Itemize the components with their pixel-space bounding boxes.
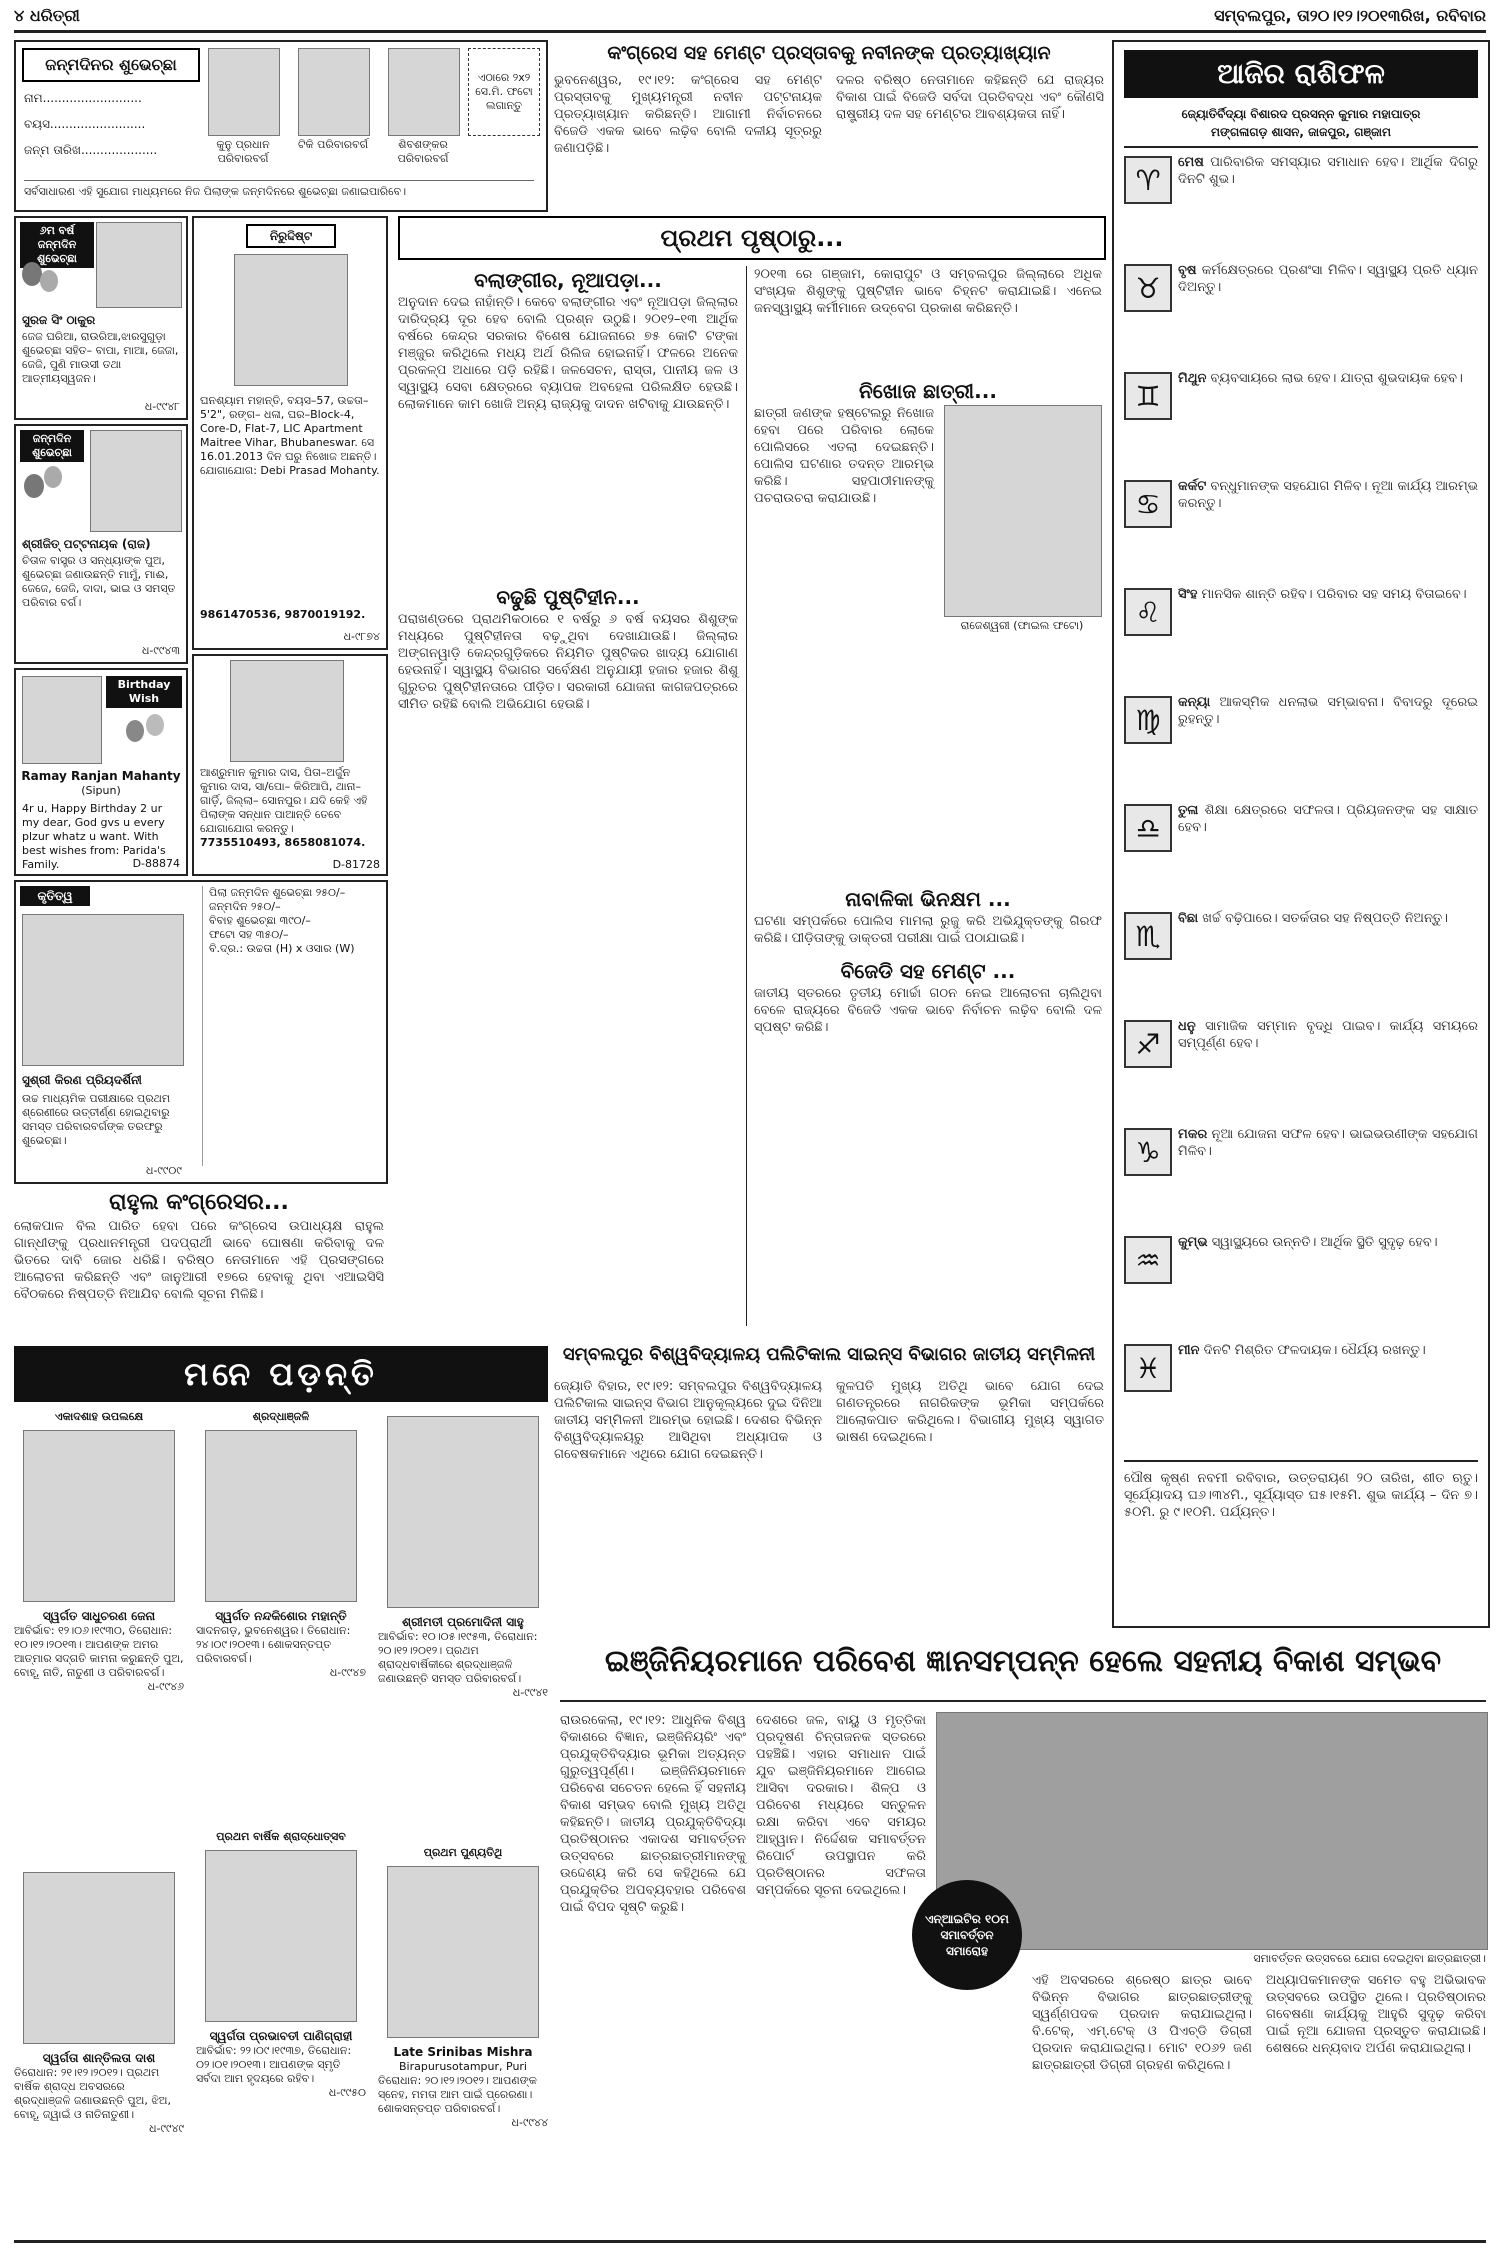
child-name: ସୁରଜ ସିଂ ଠାକୁର — [22, 313, 96, 327]
person-photo — [234, 254, 348, 386]
page-header — [14, 6, 1486, 28]
engineer-headline-wrap — [560, 1636, 1486, 1696]
story-headline: ଇଞ୍ଜିନିୟରମାନେ ପରିବେଶ ଜ୍ଞାନସମ୍ପନ୍ନ ହେଲେ ସହନୀୟ ବିକାଶ ସମ୍ଭବ — [604, 1644, 1442, 1679]
capricorn-icon: ♑ — [1124, 1128, 1172, 1176]
achievement-title: କୃତିତ୍ୱ — [20, 886, 90, 906]
sign-item — [1124, 910, 1478, 1018]
balloon-icon — [24, 474, 44, 498]
story-headline: ନିଖୋଜ ଛାତ୍ରୀ... — [859, 379, 997, 403]
sign-text: ପାରିବାରିକ ସମସ୍ୟାର ସମାଧାନ ହେବ। ଆର୍ଥିକ ଦିଗରୁ ଦିନଟି ଶୁଭ। — [1178, 155, 1478, 187]
story-text: ଛାତ୍ରୀ ଜଣଙ୍କ ହଷ୍ଟେଲରୁ ନିଖୋଜ ହେବା ପରେ ପରିବାର ଲୋକେ ପୋଲିସରେ ଏତଲା ଦେଇଛନ୍ତି। ପୋଲିସ ଘଟଣାର ତଦନ୍ତ ଆରମ୍ଭ କରିଛି। ସହପାଠୀମାନଙ୍କୁ ପଚରାଉଚରା କରାଯାଉଛି। — [754, 406, 934, 506]
university-story — [554, 1342, 1104, 1622]
astrologer-address: ମଙ୍ଗଳାଗଡ଼ ଶାସନ, ଜାଜପୁର, ଗଞ୍ଜାମ — [1211, 125, 1391, 139]
story-text: ପରାଖଣ୍ଡରେ ପ୍ରାଥମିକଠାରେ ୧ ବର୍ଷରୁ ୬ ବର୍ଷ ବୟସର ଶିଶୁଙ୍କ ମଧ୍ୟରେ ପୁଷ୍ଟିହୀନତା ବଢ଼ୁଥିବା ଦେଖାଯାଉଛି। ଜିଲ୍ଲାର ଅଙ୍ଗନୱାଡ଼ି କେନ୍ଦ୍ରଗୁଡ଼ିକରେ ନିୟମିତ ପୁଷ୍ଟିକର ଖାଦ୍ୟ ଯୋଗାଣ ହେଉନାହିଁ। ସ୍ୱାସ୍ଥ୍ୟ ବିଭାଗର ସର୍ବେକ୍ଷଣ ଅନୁଯାୟୀ ହଜାର ହଜାର ଶିଶୁ ଗୁରୁତର ପୁଷ୍ଟିହୀନତାରେ ପୀଡ଼ିତ। ସରକାରୀ ଯୋଜନା କାଗଜପତ୍ରରେ ସୀମିତ ରହିଛି ବୋଲି ଅଭିଯୋଗ ହେଉଛି। — [398, 612, 738, 712]
ad-code: ଧ-୯୯୪୮ — [144, 400, 180, 413]
nikhoja-block — [754, 405, 1102, 655]
birthday-card — [14, 216, 188, 420]
dateline: ସମ୍ବଲପୁର, ତା୨୦।୧୨।୨୦୧୩ରିଖ, ରବିବାର — [1214, 6, 1486, 25]
found-text: ଆଶ୍ରୁମାନ କୁମାର ଦାସ, ପିତା–ଅର୍ଜୁନ କୁମାର ଦାସ, ସା/ପୋ– କିରିଆପି, ଥାନା– ଗାର୍ଡ଼ି, ଜିଲ୍ଲା– ସୋନପୁର। ଯଦି କେହି ଏହି ପିଲାଙ୍କ ସନ୍ଧାନ ପାଆନ୍ତି ତେବେ ଯୋଗାଯୋଗ କରନ୍ତୁ। — [200, 766, 368, 835]
banner-story — [554, 40, 1104, 208]
ad-code: ଧ-୯୯୪୪ — [511, 2116, 548, 2129]
sign-name: ତୁଳା — [1178, 803, 1199, 818]
obituary-name: ଶ୍ରୀମତୀ ପ୍ରମୋଦିନୀ ସାହୁ — [402, 1615, 524, 1629]
child-name: ଶ୍ରୀଜିତ୍ ପଟ୍ଟନାୟକ (ରାଜ) — [22, 537, 151, 551]
sign-name: ମିଥୁନ — [1178, 371, 1207, 386]
banner-headline: କଂଗ୍ରେସ ସହ ମେଣ୍ଟ ପ୍ରସ୍ତାବକୁ ନବୀନଙ୍କ ପ୍ରତ୍ୟାଖ୍ୟାନ — [607, 42, 1051, 64]
birthday-field-name: ନାମ.......................... — [24, 91, 142, 105]
obituary-text: ଆବିର୍ଭାବ: ୧୨।୦୬।୧୯୩୦, ତିରୋଧାନ: ୧୦।୧୨।୨୦୧୩। ଆପଣଙ୍କ ଅମର ଆତ୍ମାର ସଦ୍‌ଗତି କାମନା କରୁଛନ୍ତି ପୁଅ, ବୋହୂ, ନାତି, ନାତୁଣୀ ଓ ପରିବାରବର୍ଗ। — [14, 1624, 184, 1679]
obituary-name: Late Srinibas Mishra — [393, 2045, 533, 2059]
rates-box — [202, 886, 385, 1166]
obituary-item — [14, 1866, 184, 2236]
obituary-text: ଆବିର୍ଭାବ: ୨୨।୦୯।୧୯୩୭, ତିରୋଧାନ: ୦୨।୦୧।୨୦୧୩। ଆପଣଙ୍କ ସ୍ମୃତି ସର୍ବଦା ଆମ ହୃଦୟରେ ରହିବ। — [196, 2044, 352, 2085]
sign-name: ମୀନ — [1178, 1343, 1200, 1358]
sign-text: କର୍ମକ୍ଷେତ୍ରରେ ପ୍ରଶଂସା ମିଳିବ। ସ୍ୱାସ୍ଥ୍ୟ ପ୍ରତି ଧ୍ୟାନ ଦିଅନ୍ତୁ। — [1178, 263, 1478, 295]
story-text: ଏହି ଅବସରରେ ଶ୍ରେଷ୍ଠ ଛାତ୍ର ଭାବେ ବିଭିନ୍ନ ବିଭାଗର ଛାତ୍ରଛାତ୍ରୀଙ୍କୁ ସ୍ୱର୍ଣ୍ଣପଦକ ପ୍ରଦାନ କରାଯାଇଥିଲା। ବି.ଟେକ୍, ଏମ୍.ଟେକ୍ ଓ ପିଏଚ୍‌ଡି ଡିଗ୍ରୀ ପ୍ରଦାନ କରାଯାଇଥିଲା। ମୋଟ ୧୦୬୨ ଜଣ ଛାତ୍ରଛାତ୍ରୀ ଡିଗ୍ରୀ ଗ୍ରହଣ କରିଥିଲେ। — [1032, 1973, 1252, 2073]
birthday-footer: ସର୍ବସାଧାରଣ ଏହି ସୁଯୋଗ ମାଧ୍ୟମରେ ନିଜ ପିଲାଙ୍କ ଜନ୍ମଦିନରେ ଶୁଭେଚ୍ଛା ଜଣାଇପାରିବେ। — [24, 180, 534, 199]
story-text: ଘଟଣା ସମ୍ପର୍କରେ ପୋଲିସ ମାମଲା ରୁଜୁ କରି ଅଭିଯୁକ୍ତଙ୍କୁ ଗିରଫ କରିଛି। ପୀଡ଼ିତାଙ୍କୁ ଡାକ୍ତରୀ ପରୀକ୍ଷା ପାଇଁ ପଠାଯାଇଛି। — [754, 914, 1102, 946]
story-headline: ବଲାଙ୍ଗୀର, ନୂଆପଡ଼ା... — [474, 268, 662, 292]
ad-code: ଧ-୯୯୦୯ — [146, 1164, 182, 1177]
ad-code: D-81728 — [332, 858, 380, 871]
rate-line: ଫଟୋ ସହ ୩୫୦/– — [209, 928, 289, 941]
found-boy-box — [192, 654, 388, 876]
person-photo — [205, 1850, 357, 2022]
obituary-item — [14, 1410, 184, 1830]
photo-caption: ସମାବର୍ତ୍ତନ ଉତ୍ସବରେ ଯୋଗ ଦେଇଥିବା ଛାତ୍ରଛାତ୍ରୀ। — [1253, 1952, 1486, 1965]
front-page-column — [754, 266, 1102, 1334]
horoscope-rule — [1124, 1460, 1478, 1462]
leo-icon: ♌ — [1124, 588, 1172, 636]
sign-text: ଶିକ୍ଷା କ୍ଷେତ୍ରରେ ସଫଳତା। ପ୍ରିୟଜନଙ୍କ ସହ ସାକ୍ଷାତ ହେବ। — [1178, 803, 1478, 835]
aries-icon: ♈ — [1124, 156, 1172, 204]
sign-name: ସିଂହ — [1178, 587, 1198, 602]
aquarius-icon: ♒ — [1124, 1236, 1172, 1284]
story-text: ଅନୁଦାନ ଦେଇ ନାହାଁନ୍ତି। କେବେ ବଲାଙ୍ଗୀର ଏବଂ ନୂଆପଡ଼ା ଜିଲ୍ଲାର ଦାରିଦ୍ର୍ୟ ଦୂର ହେବ ବୋଲି ପ୍ରଶ୍ନ ଉଠୁଛି। ୨୦୧୨–୧୩ ଆର୍ଥିକ ବର୍ଷରେ କେନ୍ଦ୍ର ସରକାର ବିଶେଷ ଯୋଜନାରେ ୭୫ କୋଟି ଟଙ୍କା ମଞ୍ଜୁର କରିଥିଲେ ମଧ୍ୟ ଅର୍ଥ ରିଲିଜ ହୋଇନାହିଁ। ଫଳରେ ଅନେକ ପ୍ରକଳ୍ପ ଅଧାରେ ପଡ଼ି ରହିଛି। ଜଳସେଚନ, ରାସ୍ତା, ପାନୀୟ ଜଳ ଓ ସ୍ୱାସ୍ଥ୍ୟ ସେବା କ୍ଷେତ୍ରରେ ବ୍ୟାପକ ଅବହେଳା ପରିଲକ୍ଷିତ ହେଉଛି। ଲୋକମାନେ କାମ ଖୋଜି ଅନ୍ୟ ରାଜ୍ୟକୁ ଦାଦନ ଖଟିବାକୁ ଯାଉଛନ୍ତି। — [398, 295, 738, 412]
ad-code: ଧ-୯୯୪୬ — [147, 1680, 184, 1693]
obituary-text: ତିରୋଧାନ: ୨୧।୧୨।୨୦୧୨। ପ୍ରଥମ ବାର୍ଷିକ ଶ୍ରାଦ୍ଧ ଅବସରରେ ଶ୍ରଦ୍ଧାଞ୍ଜଳି ଜଣାଉଛନ୍ତି ପୁଅ, ଝିଅ, ବୋହୂ, ଜ୍ୱାଇଁ ଓ ନାତିନାତୁଣୀ। — [14, 2066, 171, 2121]
balloon-icon — [126, 720, 144, 742]
sign-name: କୁମ୍ଭ — [1178, 1235, 1208, 1250]
sign-item — [1124, 1018, 1478, 1126]
child-photo — [298, 48, 370, 136]
sign-item — [1124, 1342, 1478, 1450]
birthday-box — [14, 40, 548, 212]
ad-code: ଧ-୯୯୫୦ — [328, 2086, 366, 2099]
sign-text: ମାନସିକ ଶାନ୍ତି ରହିବ। ପରିବାର ସହ ସମୟ ବିତାଇବେ। — [1201, 587, 1467, 602]
photo-caption: କୁନୁ ପ୍ରଧାନ ପରିବାରବର୍ଗ — [216, 138, 270, 165]
cancer-icon: ♋ — [1124, 480, 1172, 528]
sign-text: ବନ୍ଧୁମାନଙ୍କ ସହଯୋଗ ମିଳିବ। ନୂଆ କାର୍ଯ୍ୟ ଆରମ୍ଭ କରନ୍ତୁ। — [1178, 479, 1478, 511]
sign-text: ସ୍ୱାସ୍ଥ୍ୟରେ ଉନ୍ନତି। ଆର୍ଥିକ ସ୍ଥିତି ସୁଦୃଢ଼ ହେବ। — [1211, 1235, 1438, 1250]
horoscope-rule — [1124, 146, 1478, 148]
story-headline: ନାବାଳିକା ଭିନକ୍ଷମ ... — [845, 887, 1011, 911]
achievement-text: ଉଚ୍ଚ ମାଧ୍ୟମିକ ପରୀକ୍ଷାରେ ପ୍ରଥମ ଶ୍ରେଣୀରେ ଉତ୍ତୀର୍ଣ୍ଣ ହୋଇଥିବାରୁ ସମସ୍ତ ପରିବାରବର୍ଗଙ୍କ ତରଫରୁ ଶୁଭେଚ୍ଛା। — [22, 1092, 171, 1147]
sign-name: ମେଷ — [1178, 155, 1204, 170]
sign-name: କର୍କଟ — [1178, 479, 1207, 494]
birthday-card — [14, 424, 188, 664]
missing-person-box — [192, 216, 388, 650]
sign-item — [1124, 1126, 1478, 1234]
missing-phone: 9861470536, 9870019192. — [200, 608, 366, 621]
story-text: ଅଧ୍ୟାପକମାନଙ୍କ ସମେତ ବହୁ ଅଭିଭାବକ ଉତ୍ସବରେ ଉପସ୍ଥିତ ଥିଲେ। ପ୍ରତିଷ୍ଠାନର ଗବେଷଣା କାର୍ଯ୍ୟକୁ ଆହୁରି ସୁଦୃଢ଼ କରିବା ପାଇଁ ନୂଆ ଯୋଜନା ପ୍ରସ୍ତୁତ କରାଯାଇଛି। ଶେଷରେ ଧନ୍ୟବାଦ ଅର୍ପଣ କରାଯାଇଥିଲା। — [1266, 1973, 1486, 2056]
obituary-name: ସ୍ୱର୍ଗତା ପ୍ରଭାବତୀ ପାଣିଗ୍ରାହୀ — [209, 2029, 353, 2043]
astrologer-name: ଜ୍ୟୋତିର୍ବିଦ୍ୟା ବିଶାରଦ ପ୍ରସନ୍ନ କୁମାର ମହାପାତ୍ର — [1181, 107, 1421, 121]
photo-caption: ରାଜେଶ୍ୱରୀ (ଫାଇଲ ଫଟୋ) — [960, 619, 1084, 632]
obituary-section — [14, 1410, 548, 2240]
story-text: କୁଳପତି ମୁଖ୍ୟ ଅତିଥି ଭାବେ ଯୋଗ ଦେଇ ଗଣତନ୍ତ୍ରରେ ନାଗରିକଙ୍କ ଭୂମିକା ସମ୍ପର୍କରେ ଆଲୋକପାତ କରିଥିଲେ। ବିଭାଗୀୟ ମୁଖ୍ୟ ସ୍ୱାଗତ ଭାଷଣ ଦେଇଥିଲେ। — [836, 1379, 1104, 1445]
balloon-icon — [22, 262, 42, 286]
sign-item — [1124, 370, 1478, 478]
obituary-header: ଏକାଦଶାହ ଉପଲକ୍ଷେ — [54, 1410, 144, 1423]
card-text: ଚିତାଳ ବାସ୍ତ୍ର ଓ ସନ୍ଧ୍ୟାଙ୍କ ପୁଅ, ଶୁଭେଚ୍ଛା ଜଣାଉଛନ୍ତି ମାମୁଁ, ମାଈ, ଜେଜେ, ଜେଜି, ଦାଦା, ଭାଇ ଓ ସମସ୍ତ ପରିବାର ବର୍ଗ। — [22, 554, 176, 609]
front-page-column — [398, 266, 738, 1334]
story-text: ଜ୍ୟୋତି ବିହାର, ୧୯।୧୨: ସମ୍ବଲପୁର ବିଶ୍ୱବିଦ୍ୟାଳୟ ପଲିଟିକାଲ ସାଇନ୍ସ ବିଭାଗ ଆନୁକୂଲ୍ୟରେ ଦୁଇ ଦିନିଆ ଜାତୀୟ ସମ୍ମିଳନୀ ଆରମ୍ଭ ହୋଇଛି। ଦେଶର ବିଭିନ୍ନ ବିଶ୍ୱବିଦ୍ୟାଳୟରୁ ଆସିଥିବା ଅଧ୍ୟାପକ ଓ ଗବେଷକମାନେ ଏଥିରେ ଯୋଗ ଦେଇଛନ୍ତି। — [554, 1379, 822, 1462]
obituary-header: ପ୍ରଥମ ପୁଣ୍ୟତିଥି — [423, 1846, 503, 1859]
obituary-item — [196, 1410, 366, 1830]
obituary-item — [196, 1830, 366, 2230]
banner-text: ଦଳର ବରିଷ୍ଠ ନେତାମାନେ କହିଛନ୍ତି ଯେ ରାଜ୍ୟର ବିକାଶ ପାଇଁ ବିଜେଡି ସର୍ବଦା ପ୍ରତିବଦ୍ଧ ଏବଂ କୌଣସି ରାଷ୍ଟ୍ରୀୟ ଦଳ ସହ ମେଣ୍ଟର ଆବଶ୍ୟକତା ନାହିଁ। — [836, 73, 1104, 122]
wish-title: Birthday Wish — [106, 676, 182, 708]
sign-item — [1124, 154, 1478, 262]
headline-rule — [560, 1700, 1486, 1702]
achiever-name: ସୁଶ୍ରୀ କିରଣ ପ୍ରିୟଦର୍ଶିନୀ — [22, 1073, 142, 1087]
sign-item — [1124, 694, 1478, 802]
obituary-text: ତିରୋଧାନ: ୨୦।୧୨।୨୦୧୨। ଆପଣଙ୍କ ସ୍ନେହ, ମମତା ଆମ ପାଇଁ ପ୍ରେରଣା। ଶୋକସନ୍ତପ୍ତ ପରିବାରବର୍ଗ। — [378, 2074, 537, 2115]
taurus-icon: ♉ — [1124, 264, 1172, 312]
sign-name: ଧନୁ — [1178, 1019, 1196, 1034]
obituary-name: ସ୍ୱର୍ଗତା ଶାନ୍ତିଲତା ଦାଶ — [42, 2051, 156, 2065]
sign-text: ଦିନଟି ମିଶ୍ରିତ ଫଳଦାୟକ। ଧୈର୍ଯ୍ୟ ରଖନ୍ତୁ। — [1203, 1343, 1426, 1358]
child-photo — [90, 430, 182, 532]
obituary-text: ସାଦନଗଡ଼, ଭୁବନେଶ୍ୱର। ତିରୋଧାନ: ୨୪।୦୯।୨୦୧୩। ଶୋକସନ୍ତପ୍ତ ପରିବାରବର୍ଗ। — [196, 1624, 351, 1665]
ad-code: ଧ-୯୯୪୭ — [329, 1666, 366, 1679]
birthday-wish-card — [14, 668, 188, 876]
person-photo — [23, 1430, 175, 1602]
story-text: ରାଉରକେଲା, ୧୯।୧୨: ଆଧୁନିକ ବିଶ୍ୱ ବିକାଶରେ ବିଜ୍ଞାନ, ଇଞ୍ଜିନିୟରିଂ ଏବଂ ପ୍ରଯୁକ୍ତିବିଦ୍ୟାର ଭୂମିକା ଅତ୍ୟନ୍ତ ଗୁରୁତ୍ୱପୂର୍ଣ୍ଣ। ଇଞ୍ଜିନିୟରମାନେ ପରିବେଶ ସଚେତନ ହେଲେ ହିଁ ସହନୀୟ ବିକାଶ ସମ୍ଭବ ବୋଲି ମୁଖ୍ୟ ଅତିଥି କହିଛନ୍ତି। ଜାତୀୟ ପ୍ରଯୁକ୍ତିବିଦ୍ୟା ପ୍ରତିଷ୍ଠାନର ଏକାଦଶ ସମାବର୍ତ୍ତନ ଉତ୍ସବରେ ଛାତ୍ରଛାତ୍ରୀମାନଙ୍କୁ ଉଦ୍ଦେଶ୍ୟ କରି ସେ କହିଥିଲେ ଯେ ପ୍ରଯୁକ୍ତିର ଅପବ୍ୟବହାର ପରିବେଶ ପାଇଁ ବିପଦ ସୃଷ୍ଟି କରୁଛି। — [560, 1713, 746, 1915]
achievement-box — [14, 880, 388, 1184]
horoscope-title: ଆଜିର ରାଶିଫଳ — [1124, 50, 1478, 98]
sign-item — [1124, 1234, 1478, 1342]
person-photo — [23, 1872, 175, 2044]
obituary-item — [378, 1846, 548, 2236]
footer-rule — [14, 2240, 1486, 2243]
sign-item — [1124, 586, 1478, 694]
sign-text: ଖର୍ଚ୍ଚ ବଢ଼ିପାରେ। ସତର୍କତାର ସହ ନିଷ୍ପତ୍ତି ନିଅନ୍ତୁ। — [1202, 911, 1449, 926]
scorpio-icon: ♏ — [1124, 912, 1172, 960]
obituary-item — [378, 1410, 548, 1830]
obituary-title: ମନେ ପଡ଼ନ୍ତି — [14, 1346, 548, 1402]
rate-line: ବି.ଦ୍ର.: ଉଚ୍ଚତା (H) x ଓସାର (W) — [209, 942, 355, 955]
story-text: ୨୦୧୩ ରେ ଗଞ୍ଜାମ, କୋରାପୁଟ ଓ ସମ୍ବଲପୁର ଜିଲ୍ଲାରେ ଅଧିକ ସଂଖ୍ୟକ ଶିଶୁଙ୍କୁ ପୁଷ୍ଟିହୀନ ଭାବେ ଚିହ୍ନଟ କରାଯାଇଛି। ଏନେଇ ଜନସ୍ୱାସ୍ଥ୍ୟ କର୍ମୀମାନେ ଉଦ୍‌ବେଗ ପ୍ରକାଶ କରିଛନ୍ତି। — [754, 267, 1102, 316]
story-headline: ସମ୍ବଲପୁର ବିଶ୍ୱବିଦ୍ୟାଳୟ ପଲିଟିକାଲ ସାଇନ୍ସ ବିଭାଗର ଜାତୀୟ ସମ୍ମିଳନୀ — [562, 1344, 1096, 1365]
sign-item — [1124, 478, 1478, 586]
sign-item — [1124, 262, 1478, 370]
story-headline: ବଢୁଛି ପୁଷ୍ଟିହୀନ... — [496, 585, 640, 609]
story-headline: ରାହୁଲ କଂଗ୍ରେସର... — [109, 1190, 289, 1215]
obituary-place: Birapurusotampur, Puri — [398, 2060, 527, 2073]
wish-text: 4r u, Happy Birthday 2 ur my dear, God gvs u every plzur whatz u want. With best wishes from: Parida's Family. — [22, 802, 166, 871]
page-number: ୪ ଧରିତ୍ରୀ — [14, 6, 80, 25]
obituary-name: ସ୍ୱର୍ଗତ ନନ୍ଦକିଶୋର ମହାନ୍ତି — [215, 1609, 347, 1623]
person-photo — [22, 676, 102, 764]
balloon-icon — [44, 466, 62, 488]
student-photo — [944, 405, 1102, 617]
person-photo — [387, 1416, 539, 1608]
ad-code: ଧ-୯୯୪୩ — [141, 644, 180, 657]
rate-line: ବିବାହ ଶୁଭେଚ୍ଛା ୩୯୦/– — [209, 914, 311, 927]
rahul-story — [14, 1188, 384, 1338]
sign-item — [1124, 802, 1478, 910]
photo-placeholder-note: ଏଠାରେ ୨x୨ ସେ.ମି. ଫଟୋ ଲଗାନ୍ତୁ — [468, 48, 540, 136]
sign-name: କନ୍ୟା — [1178, 695, 1211, 710]
child-photo — [96, 222, 182, 308]
person-photo — [387, 1866, 539, 2038]
obituary-header: ଶ୍ରଦ୍ଧାଞ୍ଜଳି — [252, 1410, 310, 1423]
obituary-name: ସ୍ୱର୍ଗତ ସାଧୁଚରଣ ଜେନା — [42, 1609, 156, 1623]
birthday-title: ଜନ୍ମଦିନର ଶୁଭେଚ୍ଛା — [22, 48, 200, 82]
story-text: ଲୋକପାଳ ବିଲ ପାରିତ ହେବା ପରେ କଂଗ୍ରେସ ଉପାଧ୍ୟକ୍ଷ ରାହୁଲ ଗାନ୍ଧୀଙ୍କୁ ପ୍ରଧାନମନ୍ତ୍ରୀ ପଦପ୍ରାର୍ଥୀ ଭାବେ ଘୋଷଣା କରିବାକୁ ଦଳ ଭିତରେ ଦାବି ଜୋର ଧରିଛି। ବରିଷ୍ଠ ନେତାମାନେ ଏହି ପ୍ରସଙ୍ଗରେ ଆଲୋଚନା କରିଛନ୍ତି ଏବଂ ଜାନୁଆରୀ ୧୭ରେ ହେବାକୁ ଥିବା ଏଆଇସିସି ବୈଠକରେ ନିଷ୍ପତ୍ତି ନିଆଯିବ ବୋଲି ସୂଚନା ମିଳିଛି। — [14, 1219, 384, 1302]
balloon-icon — [40, 270, 58, 292]
convocation-badge: ଏନ୍‌ଆଇଟିର ୧୦ମ ସମାବର୍ତ୍ତନ ସମାରୋହ — [912, 1880, 1022, 1990]
sign-name: ବିଛା — [1178, 911, 1199, 926]
child-photo — [208, 48, 280, 136]
ad-code: ଧ-୯୮୭୪ — [343, 630, 380, 643]
panji-text: ପୌଷ କୃଷ୍ଣ ନବମୀ ରବିବାର, ଉତ୍ତରାୟଣ ୨୦ ତାରିଖ, ଶୀତ ଋତୁ। ସୂର୍ଯ୍ୟୋଦୟ ଘ୬।୩୪ମି., ସୂର୍ଯ୍ୟାସ୍ତ ଘ୫।୧୫ମି. ଶୁଭ କାର୍ଯ୍ୟ – ଦିନ ୭।୫୦ମି. ରୁ ୯।୧୦ମି. ପର୍ଯ୍ୟନ୍ତ। — [1124, 1471, 1478, 1520]
convocation-photo — [936, 1712, 1488, 1950]
sign-text: ବ୍ୟବସାୟରେ ଲାଭ ହେବ। ଯାତ୍ରା ଶୁଭଦାୟକ ହେବ। — [1210, 371, 1463, 386]
rate-line: ପିଲା ଜନ୍ମଦିନ ଶୁଭେଚ୍ଛା ୨୫୦/– — [209, 886, 346, 899]
ad-code: D-88874 — [132, 857, 180, 870]
story-text: ଦେଶରେ ଜଳ, ବାୟୁ ଓ ମୃତ୍ତିକା ପ୍ରଦୂଷଣ ଚିନ୍ତାଜନକ ସ୍ତରରେ ପହଞ୍ଚିଛି। ଏହାର ସମାଧାନ ପାଇଁ ଯୁବ ଇଞ୍ଜିନିୟରମାନେ ଆଗେଇ ଆସିବା ଦରକାର। ଶିଳ୍ପ ଓ ପରିବେଶ ମଧ୍ୟରେ ସନ୍ତୁଳନ ରକ୍ଷା କରିବା ଏବେ ସମୟର ଆହ୍ୱାନ। ନିର୍ଦ୍ଦେଶକ ସମାବର୍ତ୍ତନ ରିପୋର୍ଟ ଉପସ୍ଥାପନ କରି ପ୍ରତିଷ୍ଠାନର ସଫଳତା ସମ୍ପର୍କରେ ସୂଚନା ଦେଇଥିଲେ। — [756, 1713, 926, 1898]
sign-text: ସାମାଜିକ ସମ୍ମାନ ବୃଦ୍ଧି ପାଇବ। କାର୍ଯ୍ୟ ସମୟରେ ସମ୍ପୂର୍ଣ୍ଣ ହେବ। — [1178, 1019, 1478, 1051]
card-header: ୬ମ ବର୍ଷ ଜନ୍ମଦିନ ଶୁଭେଚ୍ଛା — [20, 222, 94, 268]
banner-text: ଭୁବନେଶ୍ୱର, ୧୯।୧୨: କଂଗ୍ରେସ ସହ ମେଣ୍ଟ ପ୍ରସ୍ତାବକୁ ମୁଖ୍ୟମନ୍ତ୍ରୀ ନବୀନ ପଟ୍ଟନାୟକ ପ୍ରତ୍ୟାଖ୍ୟାନ କରିଛନ୍ତି। ଆଗାମୀ ନିର୍ବାଚନରେ ବିଜେଡି ଏକକ ଭାବେ ଲଢ଼ିବ ବୋଲି ଦଳୀୟ ସୂତ୍ରରୁ ଜଣାପଡ଼ିଛି। — [554, 73, 822, 156]
missing-text: ଘନଶ୍ୟାମ ମହାନ୍ତି, ବୟସ–57, ଉଚ୍ଚତା–5'2", ରଙ୍ଗ– ଧଳା, ଘର–Block-4, Core-D, Flat-7, LIC Apartment Maitree Vihar, Bhubaneswar. ସେ 16.01.2013 ଦିନ ଘରୁ ନିଖୋଜ ଅଛନ୍ତି। ଯୋଗାଯୋଗ: Debi Prasad Mohanty. — [200, 394, 380, 477]
balloon-icon — [146, 714, 164, 736]
card-header: ଜନ୍ମଦିନ ଶୁଭେଚ୍ଛା — [20, 430, 84, 462]
person-photo — [22, 914, 184, 1066]
birthday-field-age: ବୟସ......................... — [24, 117, 146, 131]
photo-caption: ଶିବଶଙ୍କର ପରିବାରବର୍ଗ — [397, 138, 449, 165]
wish-name: Ramay Ranjan Mahanty — [21, 769, 181, 783]
pisces-icon: ♓ — [1124, 1344, 1172, 1392]
sign-name: ମକର — [1178, 1127, 1208, 1142]
horoscope-list — [1124, 154, 1478, 1450]
virgo-icon: ♍ — [1124, 696, 1172, 744]
photo-caption: ଟିକି ପରିବାରବର୍ଗ — [297, 138, 369, 151]
libra-icon: ♎ — [1124, 804, 1172, 852]
horoscope-box — [1112, 40, 1490, 1628]
sign-name: ବୃଷ — [1178, 263, 1197, 278]
obituary-header: ପ୍ରଥମ ବାର୍ଷିକ ଶ୍ରାଦ୍ଧୋତ୍ସବ — [216, 1830, 346, 1843]
rate-line: ଜନ୍ମଦିନ ୨୫୦/– — [209, 900, 281, 913]
header-rule — [14, 30, 1486, 33]
story-headline: ବିଜେଡି ସହ ମେଣ୍ଟ ... — [840, 959, 1016, 983]
sign-text: ଆକସ୍ମିକ ଧନଲାଭ ସମ୍ଭାବନା। ବିବାଦରୁ ଦୂରେଇ ରୁହନ୍ତୁ। — [1178, 695, 1478, 727]
missing-title: ନିରୁଦ୍ଦିଷ୍ଟ — [246, 224, 336, 248]
wish-nickname: (Sipun) — [81, 784, 121, 797]
sagittarius-icon: ♐ — [1124, 1020, 1172, 1068]
gemini-icon: ♊ — [1124, 372, 1172, 420]
obituary-text: ଆବିର୍ଭାବ: ୧୦।୦୫।୧୯୫୩, ତିରୋଧାନ: ୨୦।୧୨।୨୦୧୨। ପ୍ରଥମ ଶ୍ରାଦ୍ଧବାର୍ଷିକୀରେ ଶ୍ରଦ୍ଧାଞ୍ଜଳି ଜଣାଉଛନ୍ତି ସମସ୍ତ ପରିବାରବର୍ଗ। — [378, 1630, 538, 1685]
ad-code: ଧ-୯୯୪୯ — [149, 2122, 184, 2135]
boy-photo — [230, 660, 344, 762]
ad-code: ଧ-୯୯୪୧ — [512, 1686, 548, 1699]
column-rule — [746, 266, 747, 1326]
story-text: ଜାତୀୟ ସ୍ତରରେ ତୃତୀୟ ମୋର୍ଚ୍ଚା ଗଠନ ନେଇ ଆଲୋଚନା ଚାଲିଥିବା ବେଳେ ରାଜ୍ୟରେ ବିଜେଡି ଏକକ ଭାବେ ନିର୍ବାଚନ ଲଢ଼ିବ ବୋଲି ଦଳ ସ୍ପଷ୍ଟ କରିଛି। — [754, 986, 1102, 1035]
card-text: ଜେଜ ଘରିଆ, ରାଉରିଆ,ଝାରସୁଗୁଡ଼ା ଶୁଭେଚ୍ଛା ସହିତ– ବାପା, ମାଆ, ଜେଜା, ଜେଜି, ପୁଣି ମାଉସୀ ତଥା ଆତ୍ମୀୟସ୍ୱଜନ। — [22, 330, 179, 385]
child-photo — [388, 48, 460, 136]
sign-text: ନୂଆ ଯୋଜନା ସଫଳ ହେବ। ଭାଇଭଉଣୀଙ୍କ ସହଯୋଗ ମିଳିବ। — [1178, 1127, 1478, 1159]
person-photo — [205, 1430, 357, 1602]
section-title: ପ୍ରଥମ ପୃଷ୍ଠାରୁ... — [398, 216, 1106, 260]
found-phone: 7735510493, 8658081074. — [200, 836, 366, 849]
birthday-field-date: ଜନ୍ମ ତାରିଖ.................... — [24, 143, 158, 157]
